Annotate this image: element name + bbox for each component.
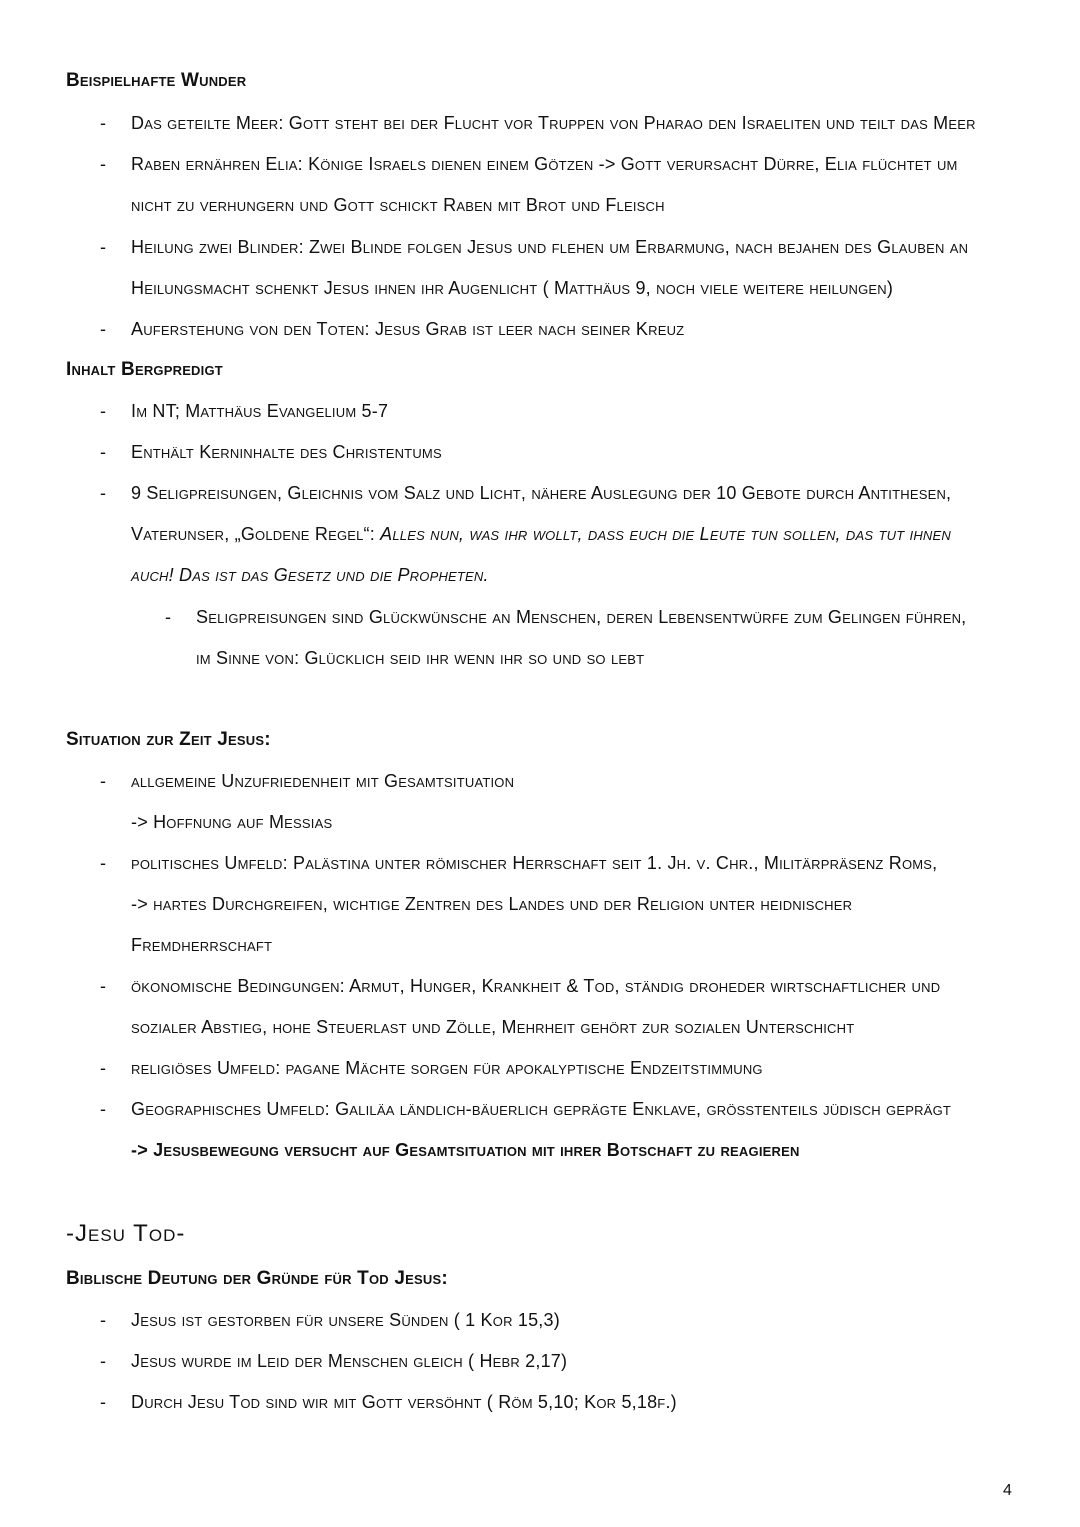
- bullet-dash: -: [100, 1392, 107, 1412]
- bullet-dash: -: [100, 853, 107, 873]
- bullet-dash: -: [100, 976, 107, 996]
- bullet-dash: -: [100, 1099, 107, 1119]
- bullet-dash: -: [100, 442, 107, 462]
- bullet-tod-3: - Durch Jesu Tod sind wir mit Gott versöhnt ( Röm 5,10; Kor 5,18f.): [100, 1382, 1020, 1423]
- bullet-dash: -: [100, 771, 107, 791]
- heading-wunder: Beispielhafte Wunder: [66, 70, 247, 91]
- bullet-dash: -: [100, 113, 107, 133]
- bullet-wunder-2: - Raben ernähren Elia: Könige Israels dienen einem Götzen -> Gott verursacht Dürre, Elia flüchtet um nicht zu verhungern und Gott schickt Raben mit Brot und Fleisch: [100, 144, 1020, 226]
- bullet-dash: -: [100, 154, 107, 174]
- bullet-wunder-4: - Auferstehung von den Toten: Jesus Grab ist leer nach seiner Kreuz: [100, 309, 1020, 350]
- bullet-berg-2: - Enthält Kerninhalte des Christentums: [100, 432, 1020, 473]
- bullet-dash: -: [100, 401, 107, 421]
- heading-bergpredigt: Inhalt Bergpredigt: [66, 359, 223, 380]
- bullet-tod-2: - Jesus wurde im Leid der Menschen gleich ( Hebr 2,17): [100, 1341, 1020, 1382]
- golden-rule-quote: Alles nun, was ihr wollt, dass euch die Leute tun sollen, das tut ihnen: [380, 524, 951, 545]
- conclusion-line: -> Jesusbewegung versucht auf Gesamtsituation mit ihrer Botschaft zu reagieren: [131, 1140, 800, 1161]
- bullet-berg-1: - Im NT; Matthäus Evangelium 5-7: [100, 391, 1020, 432]
- bullet-dash: -: [100, 483, 107, 503]
- page-number: 4: [1003, 1482, 1012, 1499]
- bullet-dash: -: [165, 607, 172, 627]
- bullet-tod-1: - Jesus ist gestorben für unsere Sünden ( 1 Kor 15,3): [100, 1300, 1020, 1341]
- subbullet-seligpreisungen: - Seligpreisungen sind Glückwünsche an Menschen, deren Lebensentwürfe zum Gelingen führen, im Sinne von: Glücklich seid ihr wenn ihr so und so lebt: [165, 597, 1020, 679]
- bullet-situation-1: - allgemeine Unzufriedenheit mit Gesamtsituation -> Hoffnung auf Messias: [100, 761, 1020, 843]
- bullet-dash: -: [100, 1310, 107, 1330]
- golden-rule-quote-end: auch! Das ist das Gesetz und die Propheten.: [131, 565, 489, 586]
- bullet-dash: -: [100, 237, 107, 257]
- section-title-tod: -Jesu Tod-: [66, 1220, 186, 1247]
- bullet-situation-3: - ökonomische Bedingungen: Armut, Hunger, Krankheit & Tod, ständig droheder wirtschaftlicher und sozialer Abstieg, hohe Steuerlast und Zölle, Mehrheit gehört zur sozialen Unterschicht: [100, 966, 1020, 1048]
- heading-tod: Biblische Deutung der Gründe für Tod Jesus:: [66, 1268, 448, 1289]
- bullet-situation-4: - religiöses Umfeld: pagane Mächte sorgen für apokalyptische Endzeitstimmung: [100, 1048, 1020, 1089]
- bullet-berg-3: - 9 Seligpreisungen, Gleichnis vom Salz und Licht, nähere Auslegung der 10 Gebote durch Antithesen, Vaterunser, „Goldene Regel“: Alles nun, was ihr wollt, dass euch die Leute tun sollen, das tut ihnen auch! Das ist das Gesetz und die Propheten.: [100, 473, 1020, 597]
- bullet-dash: -: [100, 1058, 107, 1078]
- bullet-dash: -: [100, 319, 107, 339]
- bullet-wunder-3: - Heilung zwei Blinder: Zwei Blinde folgen Jesus und flehen um Erbarmung, nach bejahen des Glauben an Heilungsmacht schenkt Jesus ihnen ihr Augenlicht ( Matthäus 9, noch viele weitere heilungen): [100, 227, 1020, 309]
- bullet-wunder-1: - Das geteilte Meer: Gott steht bei der Flucht vor Truppen von Pharao den Israeliten und teilt das Meer: [100, 103, 1020, 144]
- bullet-dash: -: [100, 1351, 107, 1371]
- heading-situation: Situation zur Zeit Jesus:: [66, 729, 271, 750]
- bullet-situation-5: - Geographisches Umfeld: Galiläa ländlich-bäuerlich geprägte Enklave, größtenteils jüdisch geprägt -> Jesusbewegung versucht auf Gesamtsituation mit ihrer Botschaft zu reagieren: [100, 1089, 1020, 1171]
- bullet-situation-2: - politisches Umfeld: Palästina unter römischer Herrschaft seit 1. Jh. v. Chr., Militärpräsenz Roms, -> hartes Durchgreifen, wichtige Zentren des Landes und der Religion unter heidnischer Fremdherrschaft: [100, 843, 1020, 967]
